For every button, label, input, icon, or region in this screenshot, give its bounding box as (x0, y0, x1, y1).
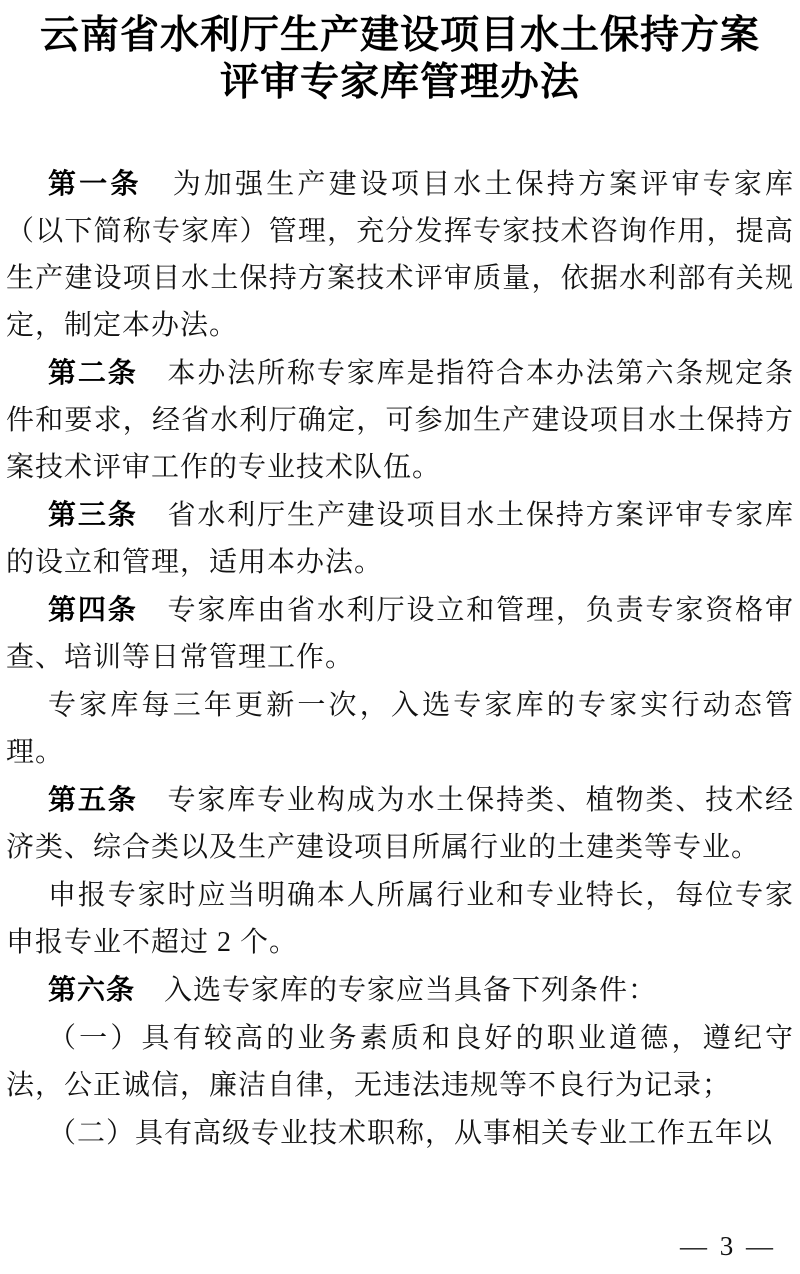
paragraph-article-4 (6, 586, 794, 681)
page-number: — 3 — (680, 1231, 776, 1261)
article-1-label: 第一条 (48, 168, 142, 199)
title-line-2: 评审专家库管理办法 (219, 61, 580, 104)
article-5-supplement-text: 申报专家时应当明确本人所属行业和专业特长，每位专家申报专业不超过 2 个。 (6, 880, 794, 958)
document-title (0, 12, 800, 106)
article-6-item-2-text: （二）具有高级专业技术职称，从事相关专业工作五年以 (48, 1118, 774, 1149)
article-3-text: 省水利厅生产建设项目水土保持方案评审专家库的设立和管理，适用本办法。 (6, 500, 794, 578)
title-line-1: 云南省水利厅生产建设项目水土保持方案 (39, 14, 760, 57)
paragraph-article-6-item-1 (6, 1014, 794, 1109)
paragraph-article-5-supplement (6, 871, 794, 966)
paragraph-article-4-supplement (6, 681, 794, 776)
paragraph-article-1 (6, 160, 794, 349)
paragraph-article-6 (6, 966, 794, 1014)
article-4-label: 第四条 (48, 594, 138, 625)
paragraph-article-6-item-2 (6, 1109, 794, 1157)
paragraph-article-5 (6, 776, 794, 871)
paragraph-article-2 (6, 349, 794, 491)
article-2-label: 第二条 (48, 357, 138, 388)
article-5-label: 第五条 (48, 784, 138, 815)
article-4-text: 专家库由省水利厅设立和管理，负责专家资格审查、培训等日常管理工作。 (6, 595, 794, 673)
paragraph-article-3 (6, 491, 794, 586)
article-5-text: 专家库专业构成为水土保持类、植物类、技术经济类、综合类以及生产建设项目所属行业的土建类等专业。 (6, 785, 794, 863)
article-2-text: 本办法所称专家库是指符合本办法第六条规定条件和要求，经省水利厅确定，可参加生产建设项目水土保持方案技术评审工作的专业技术队伍。 (6, 358, 794, 483)
article-1-text: 为加强生产建设项目水土保持方案评审专家库（以下简称专家库）管理，充分发挥专家技术咨询作用，提高生产建设项目水土保持方案技术评审质量，依据水利部有关规定，制定本办法。 (6, 169, 794, 341)
article-6-text: 入选专家库的专家应当具备下列条件： (135, 975, 658, 1006)
document-body (0, 160, 800, 1157)
article-6-item-1-text: （一）具有较高的业务素质和良好的职业道德，遵纪守法，公正诚信，廉洁自律，无违法违规等不良行为记录； (6, 1023, 794, 1101)
article-6-label: 第六条 (48, 974, 136, 1005)
article-4-supplement-text: 专家库每三年更新一次，入选专家库的专家实行动态管理。 (6, 690, 794, 768)
article-3-label: 第三条 (48, 499, 138, 530)
